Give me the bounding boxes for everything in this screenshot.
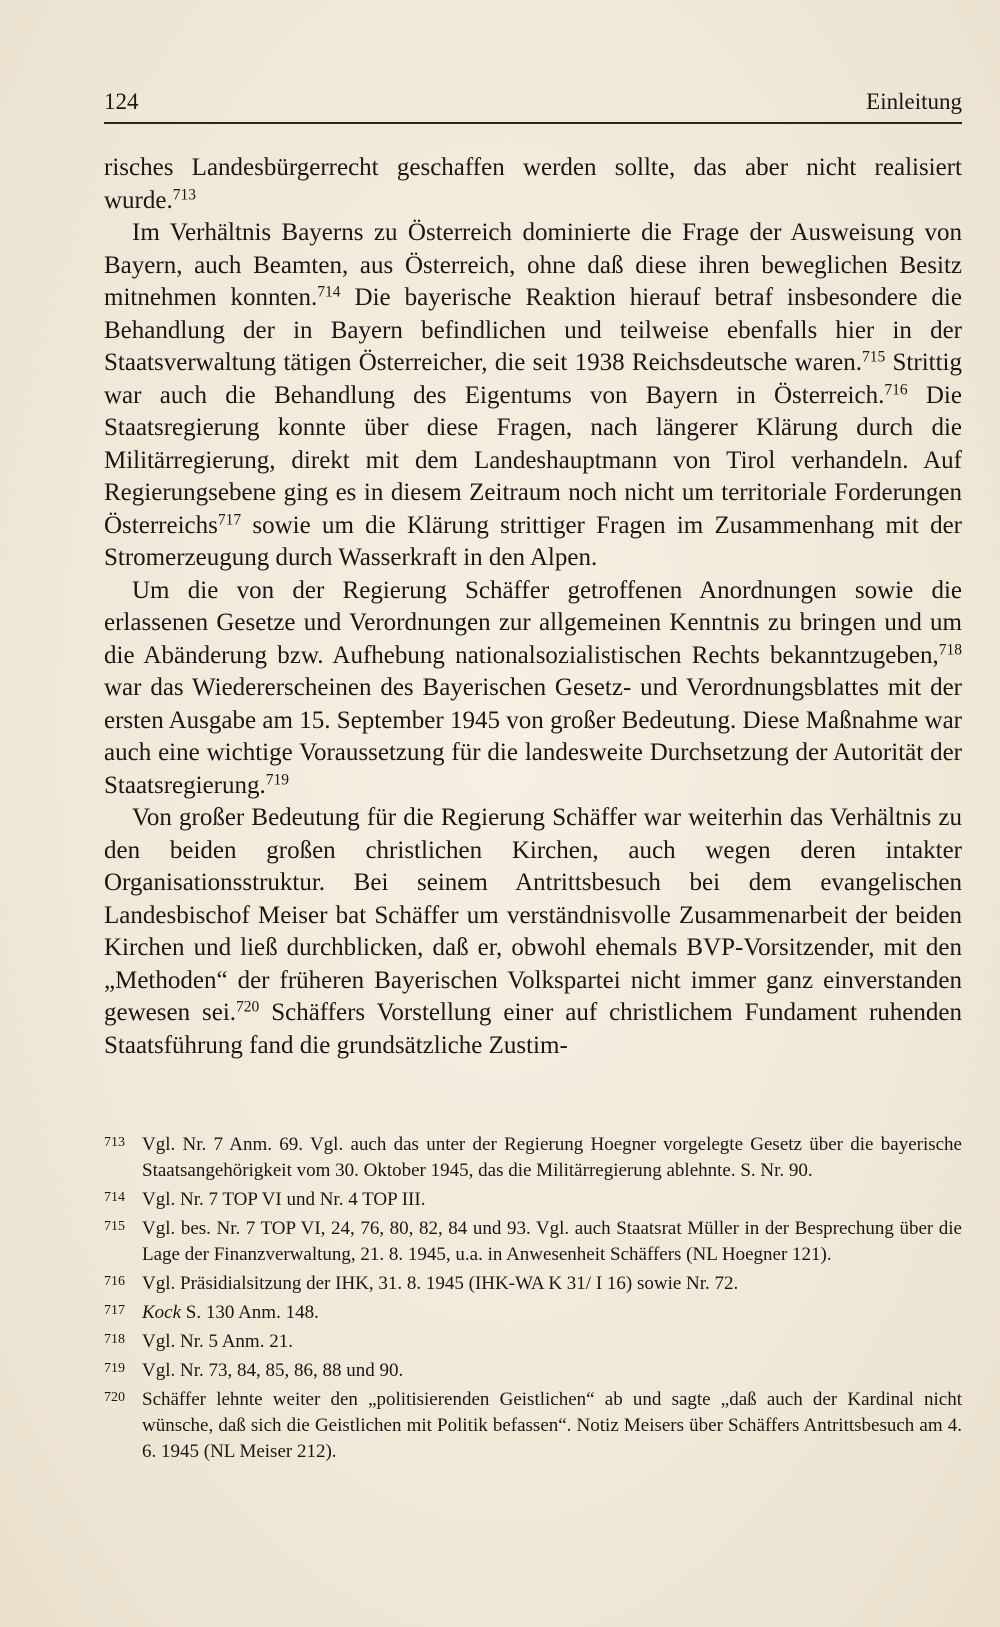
text-segment: Schäffer lehnte weiter den „politisierenden Geistlichen“ ab und sagte „daß auch der Kardinal nicht wünsche, daß sich die Geistlichen mit Politik befassen“. Notiz Meisers über Schäffers Antrittsbesuch am 4. 6. 1945 (NL Meiser 212). xyxy=(142,1389,962,1462)
footnote-number: 715 xyxy=(104,1219,125,1234)
footnote-number: 717 xyxy=(104,1303,125,1318)
footnote xyxy=(104,1187,962,1213)
text-segment: Vgl. Nr. 5 Anm. 21. xyxy=(142,1331,293,1352)
footnote-text xyxy=(142,1358,962,1384)
footnote-number: 713 xyxy=(104,1135,125,1150)
footnote-reference: 715 xyxy=(862,348,886,366)
footnote-reference: 717 xyxy=(217,510,242,528)
running-title: Einleitung xyxy=(866,89,962,114)
footnote-number: 719 xyxy=(104,1361,125,1376)
footnote-reference: 718 xyxy=(938,640,962,658)
footnote xyxy=(104,1216,962,1268)
footnotes xyxy=(104,1132,962,1468)
footnote-reference: 716 xyxy=(884,380,908,398)
page-number: 124 xyxy=(104,89,139,114)
footnote-number: 716 xyxy=(104,1274,125,1289)
footnote xyxy=(104,1329,962,1355)
text-segment: Vgl. Nr. 7 Anm. 69. Vgl. auch das unter der Regierung Hoegner vorgelegte Gesetz über die bayerische Staatsangehörigkeit vom 30. Oktober 1945, das die Militärregierung ablehnte. S. Nr. 90. xyxy=(142,1134,962,1181)
page-header xyxy=(104,84,962,124)
text-segment: Schäffers Vorstellung einer auf christlichem Fundament ruhenden Staatsführung fand die grundsätzliche Zustim- xyxy=(104,999,962,1059)
text-segment: Im Verhältnis Bayerns zu Österreich dominierte die Frage der Ausweisung von Bayern, auch Beamten, aus Österreich, ohne daß diese ihren beweglichen Besitz mitnehmen konnten. xyxy=(104,219,962,311)
text-segment: Die Staatsregierung konnte über diese Fragen, nach längerer Klärung durch die Militärregierung, direkt mit dem Landeshauptmann von Tirol verhandeln. Auf Regierungsebene ging es in diesem Zeitraum noch nicht um territoriale Forderungen Österreichs xyxy=(104,381,962,539)
footnote xyxy=(104,1300,962,1326)
text-segment: Vgl. Nr. 73, 84, 85, 86, 88 und 90. xyxy=(142,1360,404,1381)
text-segment: S. 130 Anm. 148. xyxy=(181,1302,319,1323)
text-segment: Strittig war auch die Behandlung des Eigentums von Bayern in Österreich. xyxy=(104,349,962,409)
paragraph xyxy=(104,575,962,803)
footnote-text xyxy=(142,1187,962,1213)
text-segment: sowie um die Klärung strittiger Fragen im Zusammenhang mit der Stromerzeugung durch Wasserkraft in den Alpen. xyxy=(104,511,962,571)
footnote-text xyxy=(142,1329,962,1355)
footnote-text xyxy=(142,1132,962,1184)
footnote-number: 714 xyxy=(104,1190,125,1205)
footnote-number: 718 xyxy=(104,1332,125,1347)
text-segment: Vgl. Präsidialsitzung der IHK, 31. 8. 1945 (IHK-WA K 31/ I 16) sowie Nr. 72. xyxy=(142,1273,739,1294)
footnote xyxy=(104,1132,962,1184)
text-segment: Von großer Bedeutung für die Regierung Schäffer war weiterhin das Verhältnis zu den beiden großen christlichen Kirchen, auch wegen deren intakter Organisationsstruktur. Bei seinem Antrittsbesuch bei dem evangelischen Landesbischof Meiser bat Schäffer um verständnisvolle Zusammenarbeit der beiden Kirchen und ließ durchblicken, daß er, obwohl ehemals BVP-Vorsitzender, mit den „Methoden“ der früheren Bayerischen Volkspartei nicht immer ganz einverstanden gewesen sei. xyxy=(104,804,962,1026)
footnote xyxy=(104,1387,962,1465)
paragraph xyxy=(104,802,962,1062)
footnote-number: 720 xyxy=(104,1390,125,1405)
footnote xyxy=(104,1271,962,1297)
text-segment: Vgl. Nr. 7 TOP VI und Nr. 4 TOP III. xyxy=(142,1189,426,1210)
footnote-reference: 720 xyxy=(236,998,260,1016)
text-segment: war das Wiedererscheinen des Bayerischen Gesetz- und Verordnungsblattes mit der ersten Ausgabe am 15. September 1945 von großer Bedeutung. Diese Maßnahme war auch eine wichtige Voraussetzung für die landesweite Durchsetzung der Autorität der Staatsregierung. xyxy=(104,674,962,799)
footnote-text xyxy=(142,1387,962,1465)
footnote-reference: 713 xyxy=(172,185,196,203)
footnote-reference: 719 xyxy=(265,770,290,788)
footnote-text xyxy=(142,1216,962,1268)
text-segment: Die bayerische Reaktion hierauf betraf insbesondere die Behandlung der in Bayern befindlichen und teilweise ebenfalls hier in der Staatsverwaltung tätigen Österreicher, die seit 1938 Reichsdeutsche waren. xyxy=(104,284,962,376)
footnote-text xyxy=(142,1300,962,1326)
text-segment: Vgl. bes. Nr. 7 TOP VI, 24, 76, 80, 82, 84 und 93. Vgl. auch Staatsrat Müller in der Besprechung über die Lage der Finanzverwaltung, 21. 8. 1945, u.a. in Anwesenheit Schäffers (NL Hoegner 121). xyxy=(142,1218,962,1265)
main-text xyxy=(104,152,962,1062)
paragraph xyxy=(104,152,962,217)
footnote-text xyxy=(142,1271,962,1297)
footnote-reference: 714 xyxy=(317,283,341,301)
paragraph xyxy=(104,217,962,575)
footnote xyxy=(104,1358,962,1384)
text-segment: Um die von der Regierung Schäffer getroffenen Anordnungen sowie die erlassenen Gesetze und Verordnungen zur allgemeinen Kenntnis zu bringen und um die Abänderung bzw. Aufhebung nationalsozialistischen Rechts bekanntzugeben, xyxy=(104,576,962,669)
text-segment: risches Landesbürgerrecht geschaffen werden sollte, das aber nicht realisiert wurde. xyxy=(104,154,962,214)
italic-text: Kock xyxy=(142,1302,182,1323)
